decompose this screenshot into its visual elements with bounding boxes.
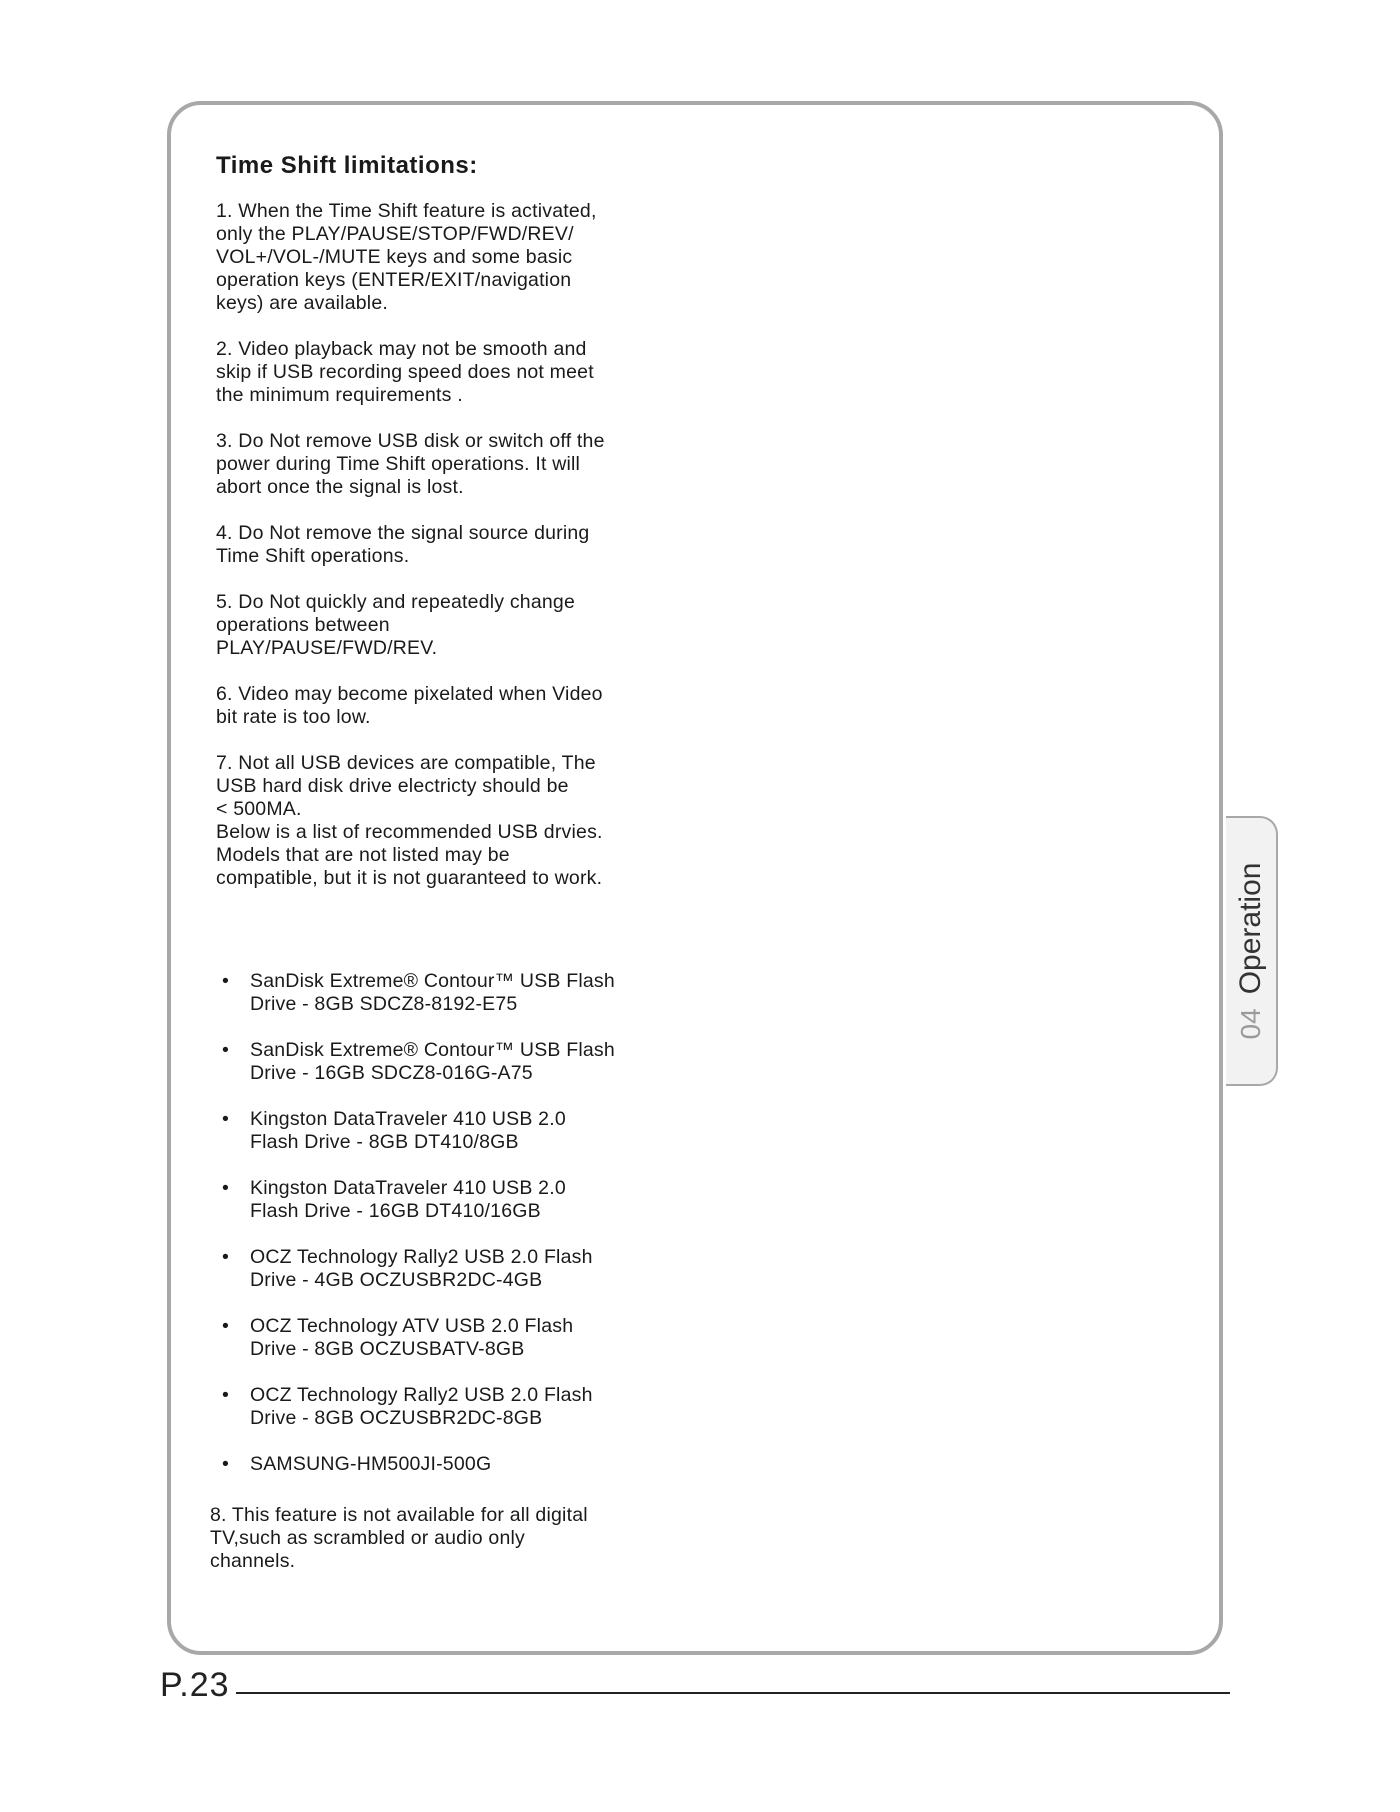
drive-name: SanDisk Extreme® Contour™ USB Flash Drive - 8GB SDCZ8-8192-E75 <box>250 970 615 1015</box>
chapter-tab <box>1226 816 1278 1086</box>
limitation-item-2: 2. Video playback may not be smooth and skip if USB recording speed does not meet the minimum requirements . <box>216 338 594 406</box>
limitation-item-4: 4. Do Not remove the signal source during Time Shift operations. <box>216 522 590 567</box>
bullet-icon: • <box>222 1453 230 1475</box>
list-item <box>216 1177 676 1223</box>
bullet-icon: • <box>222 1384 230 1406</box>
bullet-icon: • <box>222 970 230 992</box>
bullet-icon: • <box>222 1177 230 1199</box>
drive-name: SAMSUNG-HM500JI-500G <box>250 1453 492 1475</box>
list-item <box>216 1246 676 1292</box>
list-item <box>216 1108 676 1154</box>
drive-name: OCZ Technology Rally2 USB 2.0 Flash Drive - 8GB OCZUSBR2DC-8GB <box>250 1384 593 1429</box>
drive-name: Kingston DataTraveler 410 USB 2.0 Flash Drive - 16GB DT410/16GB <box>250 1177 566 1222</box>
limitation-item-1: 1. When the Time Shift feature is activated, only the PLAY/PAUSE/STOP/FWD/REV/ VOL+/VOL-/MUTE keys and some basic operation keys (ENTER/EXIT/navigation keys) are available. <box>216 200 597 314</box>
list-item <box>216 1315 676 1361</box>
chapter-tab-label <box>1234 863 1268 1040</box>
drive-name: OCZ Technology Rally2 USB 2.0 Flash Drive - 4GB OCZUSBR2DC-4GB <box>250 1246 593 1291</box>
drive-name: Kingston DataTraveler 410 USB 2.0 Flash Drive - 8GB DT410/8GB <box>250 1108 566 1153</box>
limitation-item-3: 3. Do Not remove USB disk or switch off the power during Time Shift operations. It will abort once the signal is lost. <box>216 430 605 498</box>
list-item <box>216 970 676 1016</box>
limitation-item-8: 8. This feature is not available for all digital TV,such as scrambled or audio only channels. <box>210 1504 588 1572</box>
chapter-title: Operation <box>1234 862 1267 995</box>
bullet-icon: • <box>222 1315 230 1337</box>
limitation-item-7: 7. Not all USB devices are compatible, The USB hard disk drive electricty should be < 500MA. Below is a list of recommended USB drvies. Models that are not listed may be compatible, but it is not guaranteed to work. <box>216 752 603 889</box>
bullet-icon: • <box>222 1039 230 1061</box>
main-content <box>210 148 676 1596</box>
bullet-icon: • <box>222 1246 230 1268</box>
drive-name: SanDisk Extreme® Contour™ USB Flash Drive - 16GB SDCZ8-016G-A75 <box>250 1039 615 1084</box>
list-item <box>216 1384 676 1430</box>
chapter-number: 04 <box>1235 1008 1266 1040</box>
limitation-item-6: 6. Video may become pixelated when Video bit rate is too low. <box>216 683 603 728</box>
recommended-drive-list <box>216 970 676 1476</box>
page-number: P.23 <box>160 1666 230 1704</box>
drive-name: OCZ Technology ATV USB 2.0 Flash Drive - 8GB OCZUSBATV-8GB <box>250 1315 574 1360</box>
footer-divider <box>236 1692 1230 1694</box>
bullet-icon: • <box>222 1108 230 1130</box>
section-heading: Time Shift limitations: <box>216 152 478 179</box>
list-item <box>216 1453 676 1476</box>
limitation-item-5: 5. Do Not quickly and repeatedly change operations between PLAY/PAUSE/FWD/REV. <box>216 591 576 659</box>
list-item <box>216 1039 676 1085</box>
